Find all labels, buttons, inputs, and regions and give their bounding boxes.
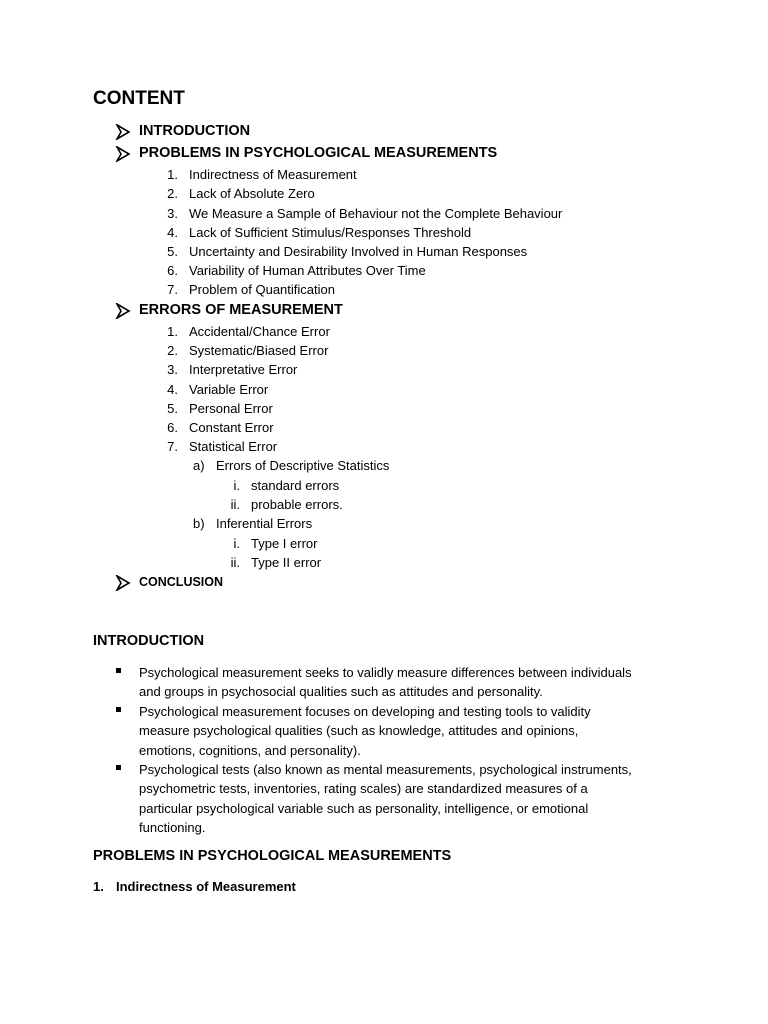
toc-sub-sub-item[interactable]: Type I error xyxy=(251,536,318,551)
toc-errors-item[interactable]: Statistical Error xyxy=(189,439,278,454)
toc-errors-item[interactable]: Systematic/Biased Error xyxy=(189,343,329,358)
toc-problems-item[interactable]: Problem of Quantification xyxy=(189,282,335,297)
text-line: measure psychological qualities (such as knowledge, attitudes and opinions, xyxy=(139,723,579,739)
arrow-bullet-icon xyxy=(115,124,131,140)
toc-errors-heading[interactable]: ERRORS OF MEASUREMENT xyxy=(139,302,343,318)
arrow-bullet-icon xyxy=(115,303,131,319)
introduction-heading: INTRODUCTION xyxy=(93,633,205,649)
toc-errors-item[interactable]: Variable Error xyxy=(189,382,269,397)
text-line: Psychological measurement seeks to validly measure differences between individuals xyxy=(139,665,632,680)
toc-conclusion[interactable]: CONCLUSION xyxy=(139,575,224,589)
sub-list-marker: b) xyxy=(193,516,205,531)
list-number: 7. xyxy=(167,439,178,454)
list-item xyxy=(139,663,632,702)
problems-heading: PROBLEMS IN PSYCHOLOGICAL MEASUREMENTS xyxy=(93,848,452,864)
list-number: 1. xyxy=(167,324,178,339)
square-bullet-icon xyxy=(116,707,121,712)
arrow-bullet-icon xyxy=(115,146,131,162)
square-bullet-icon xyxy=(116,765,121,770)
list-number: 7. xyxy=(167,282,178,297)
toc-sub-item[interactable]: Inferential Errors xyxy=(216,516,313,531)
toc-errors-item[interactable]: Constant Error xyxy=(189,420,274,435)
text-line: psychometric tests, inventories, rating scales) are standardized measures of a xyxy=(139,781,588,797)
text-line: Psychological tests (also known as mental measurements, psychological instruments, xyxy=(139,762,632,777)
toc-problems-item[interactable]: Lack of Absolute Zero xyxy=(189,186,315,201)
section-item-number: 1. xyxy=(93,879,104,894)
list-item xyxy=(139,760,632,837)
toc-problems-item[interactable]: Indirectness of Measurement xyxy=(189,167,357,182)
roman-marker: ii. xyxy=(230,555,240,570)
text-line: Psychological measurement focuses on developing and testing tools to validity xyxy=(139,704,591,719)
list-number: 3. xyxy=(167,362,178,377)
square-bullet-icon xyxy=(116,668,121,673)
section-item-heading: Indirectness of Measurement xyxy=(116,879,296,894)
toc-errors-item[interactable]: Interpretative Error xyxy=(189,362,298,377)
toc-sub-sub-item[interactable]: standard errors xyxy=(251,478,340,493)
text-line: functioning. xyxy=(139,819,206,835)
list-number: 3. xyxy=(167,206,178,221)
text-line: particular psychological variable such as personality, intelligence, or emotional xyxy=(139,800,589,816)
toc-errors-item[interactable]: Personal Error xyxy=(189,401,273,416)
list-number: 1. xyxy=(167,167,178,182)
toc-problems-item[interactable]: Variability of Human Attributes Over Time xyxy=(189,263,426,278)
list-item xyxy=(139,702,591,760)
sub-list-marker: a) xyxy=(193,458,205,473)
page-title: CONTENT xyxy=(93,88,185,109)
toc-problems-item[interactable]: We Measure a Sample of Behaviour not the Complete Behaviour xyxy=(189,206,563,221)
toc-introduction[interactable]: INTRODUCTION xyxy=(139,123,251,139)
roman-marker: i. xyxy=(233,536,240,551)
toc-problems-item[interactable]: Uncertainty and Desirability Involved in Human Responses xyxy=(189,244,528,259)
arrow-bullet-icon xyxy=(115,575,131,591)
toc-sub-sub-item[interactable]: probable errors. xyxy=(251,497,343,512)
text-line: and groups in psychosocial qualities such as attitudes and personality. xyxy=(139,684,543,700)
toc-sub-sub-item[interactable]: Type II error xyxy=(251,555,322,570)
list-number: 5. xyxy=(167,401,178,416)
toc-problems-heading[interactable]: PROBLEMS IN PSYCHOLOGICAL MEASUREMENTS xyxy=(139,145,498,161)
list-number: 2. xyxy=(167,186,178,201)
list-number: 6. xyxy=(167,263,178,278)
toc-problems-item[interactable]: Lack of Sufficient Stimulus/Responses Threshold xyxy=(189,225,472,240)
list-number: 4. xyxy=(167,225,178,240)
toc-errors-item[interactable]: Accidental/Chance Error xyxy=(189,324,330,339)
roman-marker: i. xyxy=(233,478,240,493)
list-number: 5. xyxy=(167,244,178,259)
list-number: 2. xyxy=(167,343,178,358)
toc-sub-item[interactable]: Errors of Descriptive Statistics xyxy=(216,458,390,473)
list-number: 4. xyxy=(167,382,178,397)
roman-marker: ii. xyxy=(230,497,240,512)
text-line: emotions, cognitions, and personality). xyxy=(139,742,361,758)
list-number: 6. xyxy=(167,420,178,435)
